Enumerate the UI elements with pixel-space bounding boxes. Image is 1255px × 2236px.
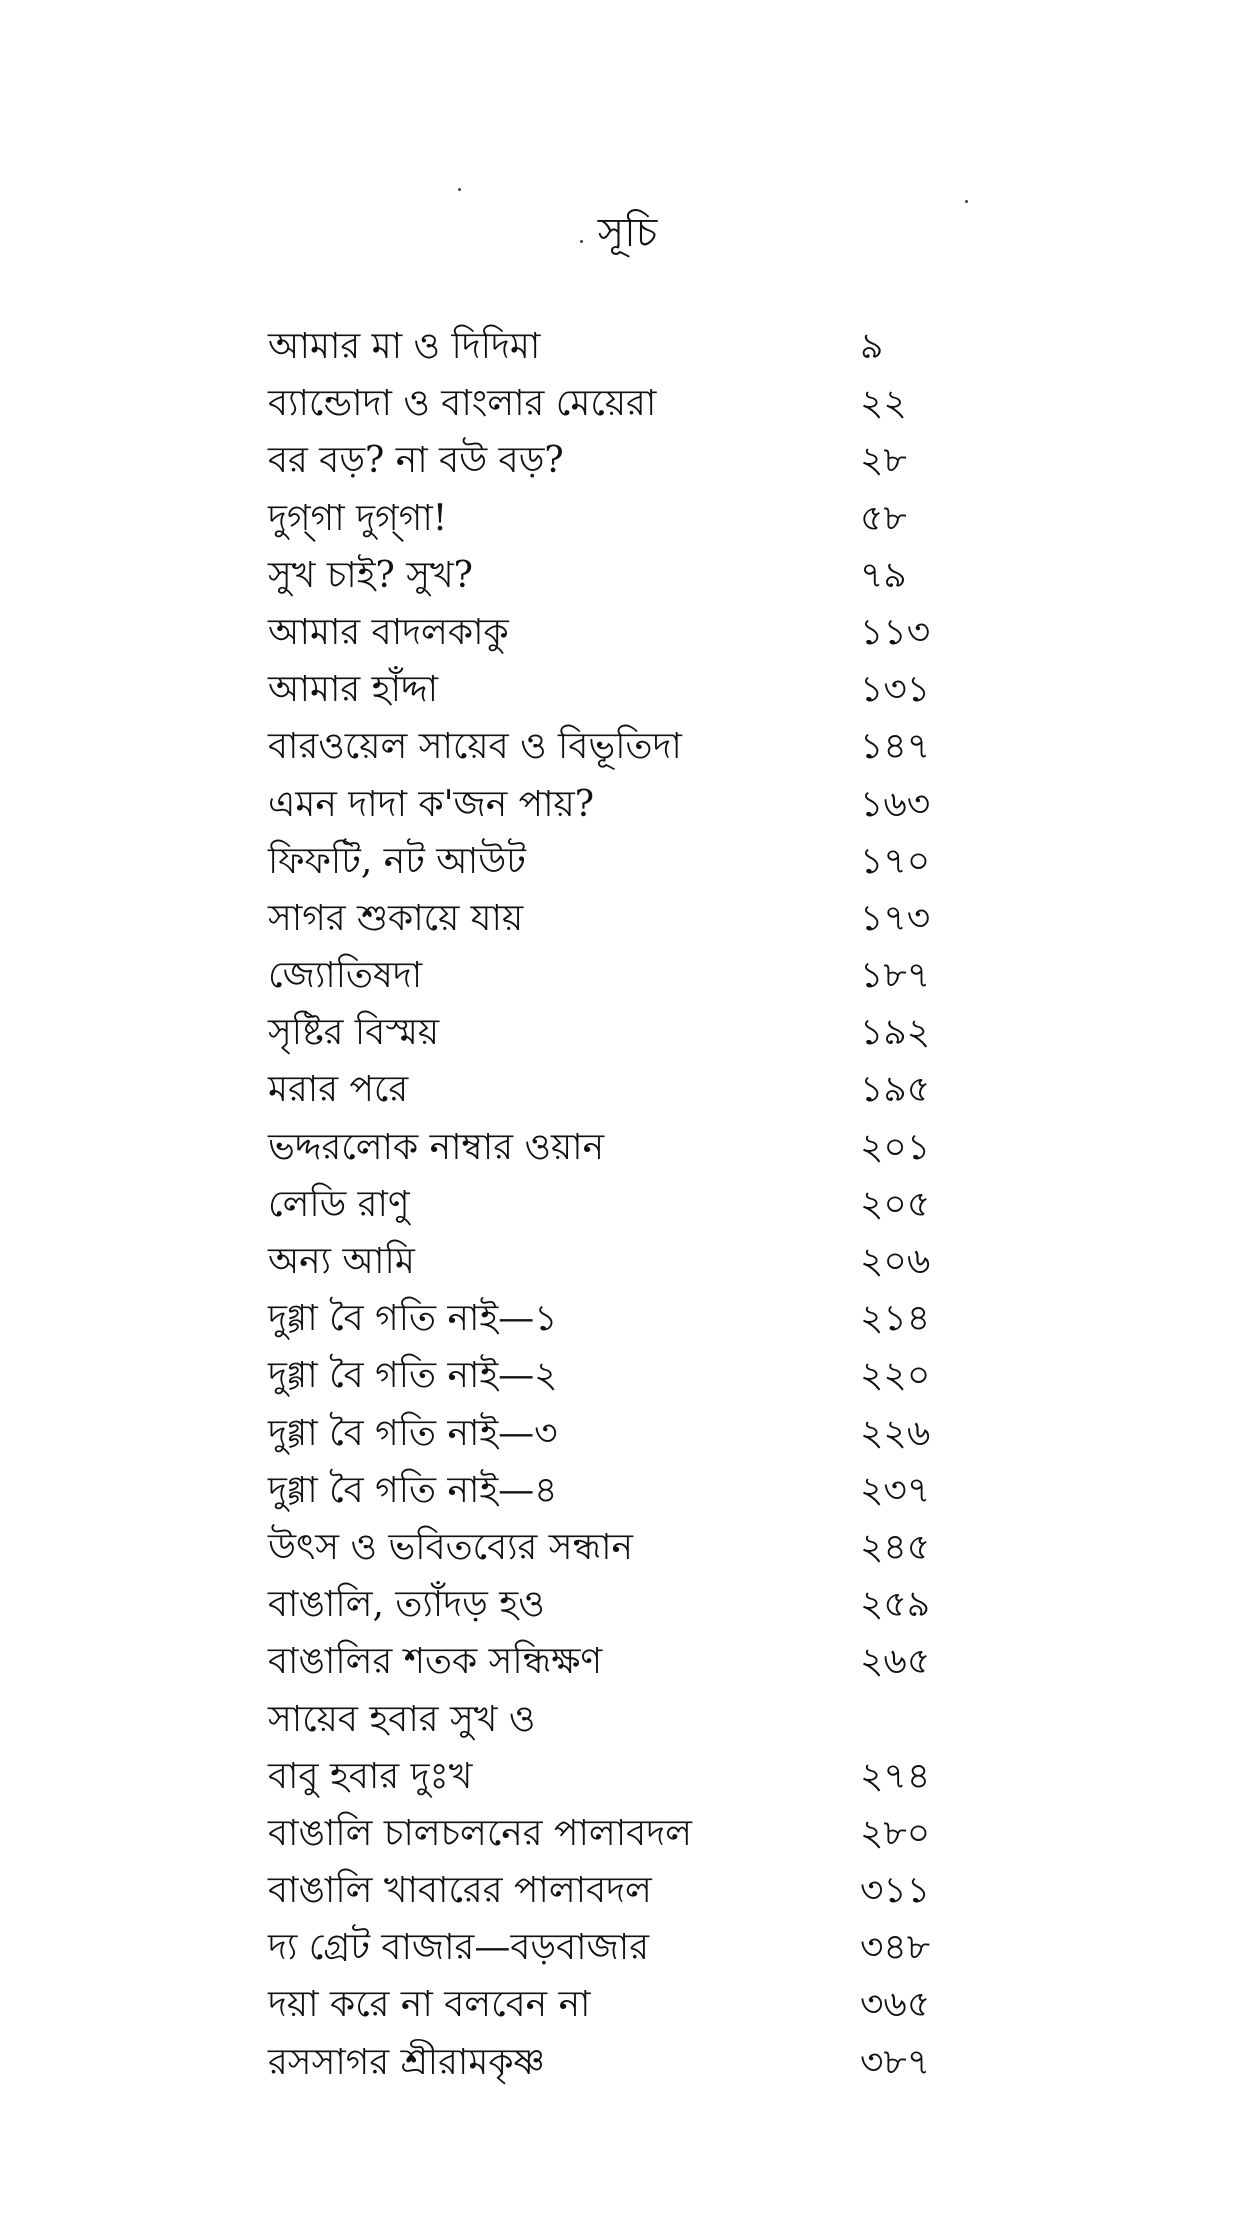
toc-entry xyxy=(268,1748,968,1805)
toc-entry-title: আমার বাদলকাকু xyxy=(268,611,509,653)
toc-entry-page-number: ১১৩ xyxy=(860,611,931,653)
toc-entry xyxy=(268,1119,968,1176)
print-speck xyxy=(458,188,461,191)
toc-entry xyxy=(268,490,968,547)
toc-entry-title: দুগ্গা বৈ গতি নাই—৪ xyxy=(268,1469,558,1511)
toc-entry-page-number: ৫৮ xyxy=(860,497,907,539)
toc-entry-page-number: ১৭০ xyxy=(860,840,931,882)
toc-entry-title: বর বড়? না বউ বড়? xyxy=(268,440,564,482)
toc-entry-page-number: ৯ xyxy=(860,326,884,367)
toc-entry-title: বাঙালি খাবারের পালাবদল xyxy=(268,1870,652,1912)
toc-entry-title: অন্য আমি xyxy=(268,1241,415,1282)
toc-entry-title: সাগর শুকায়ে যায় xyxy=(268,897,524,939)
toc-entry-title: বারওয়েল সায়েব ও বিভূতিদা xyxy=(268,726,682,768)
toc-entry-page-number: ১৬৩ xyxy=(860,783,931,825)
toc-entry xyxy=(268,661,968,718)
toc-entry xyxy=(268,776,968,833)
toc-entry-page-number: ১৭৩ xyxy=(860,897,931,939)
toc-entry-title: সৃষ্টির বিস্ময় xyxy=(268,1012,440,1054)
toc-entry-page-number: ২৪৫ xyxy=(860,1526,931,1568)
toc-entry xyxy=(268,547,968,604)
toc-entry-title: উৎস ও ভবিতব্যের সন্ধান xyxy=(268,1526,634,1568)
toc-entry xyxy=(268,1919,968,1976)
toc-entry xyxy=(268,432,968,489)
toc-entry-title: ফিফটি, নট আউট xyxy=(268,840,526,882)
toc-entry-title: দুগ্গা বৈ গতি নাই—৩ xyxy=(268,1412,558,1454)
toc-entry-page-number: ২৭৪ xyxy=(860,1755,931,1797)
toc-entry xyxy=(268,1633,968,1690)
toc-entry xyxy=(268,1405,968,1462)
toc-entry-title: মরার পরে xyxy=(268,1069,409,1111)
toc-entry xyxy=(268,1004,968,1061)
toc-entry-page-number: ১৩১ xyxy=(860,669,931,711)
toc-entry-page-number: ২৮০ xyxy=(860,1812,931,1854)
toc-entry xyxy=(268,1691,968,1748)
toc-entry xyxy=(268,1805,968,1862)
toc-entry xyxy=(268,1462,968,1519)
toc-entry-title: আমার মা ও দিদিমা xyxy=(268,326,541,367)
toc-entry-page-number: ২২৬ xyxy=(860,1412,931,1454)
toc-entry-page-number: ২৮ xyxy=(860,440,907,482)
toc-entry-page-number: ২৫৯ xyxy=(860,1584,931,1626)
toc-entry-title: বাঙালি, ত্যাঁদড় হও xyxy=(268,1584,545,1626)
toc-entry-title: লেডি রাণু xyxy=(268,1183,410,1225)
toc-entry-title: বাবু হবার দুঃখ xyxy=(268,1755,473,1797)
toc-entry-title: ব্যান্ডোদা ও বাংলার মেয়েরা xyxy=(268,383,657,425)
toc-entry xyxy=(268,890,968,947)
toc-entry xyxy=(268,718,968,775)
toc-entry-page-number: ২৬৫ xyxy=(860,1641,931,1683)
toc-entry xyxy=(268,1290,968,1347)
toc-entry xyxy=(268,1347,968,1404)
toc-entry xyxy=(268,1576,968,1633)
toc-entry xyxy=(268,318,968,375)
toc-entry-page-number: ২০১ xyxy=(860,1126,931,1168)
toc-entry-page-number: ২২ xyxy=(860,383,907,425)
toc-entry-title: দুগ্‌গা দুগ্‌গা! xyxy=(268,497,448,539)
toc-entry-title: সুখ চাই? সুখ? xyxy=(268,554,473,596)
toc-entry-page-number: ১৪৭ xyxy=(860,726,931,768)
toc-entry-page-number: ৩৬৫ xyxy=(860,1984,931,2026)
toc-entry xyxy=(268,833,968,890)
print-speck xyxy=(580,240,583,243)
toc-entry xyxy=(268,1176,968,1233)
toc-entry-page-number: ২০৫ xyxy=(860,1183,931,1225)
toc-entry-title: বাঙালি চালচলনের পালাবদল xyxy=(268,1812,692,1854)
toc-entry-title: জ্যোতিষদা xyxy=(268,955,423,997)
toc-entry-title: দয়া করে না বলবেন না xyxy=(268,1984,591,2026)
toc-entry-page-number: ৩৮৭ xyxy=(860,2041,931,2083)
toc-entry xyxy=(268,1233,968,1290)
toc-entry-page-number: ৩১১ xyxy=(860,1870,931,1912)
toc-entry-page-number: ১৯২ xyxy=(860,1012,931,1054)
toc-entry-page-number: ২২০ xyxy=(860,1355,931,1397)
toc-entry-title: রসসাগর শ্রীরামকৃষ্ণ xyxy=(268,2041,545,2083)
toc-entry-title: আমার হাঁদ্দা xyxy=(268,669,439,711)
toc-entry-title: দুগ্গা বৈ গতি নাই—২ xyxy=(268,1355,558,1397)
toc-entry xyxy=(268,1061,968,1118)
toc-entry-title: ভদ্দরলোক নাম্বার ওয়ান xyxy=(268,1126,605,1168)
print-speck xyxy=(965,200,968,203)
page-title: সূচি xyxy=(597,210,658,256)
toc-entry xyxy=(268,2034,968,2091)
toc-entry xyxy=(268,375,968,432)
toc-entry-page-number: ৭৯ xyxy=(860,554,907,596)
toc-entry-page-number: ২১৪ xyxy=(860,1298,931,1340)
toc-entry-page-number: ২০৬ xyxy=(860,1241,931,1282)
table-of-contents xyxy=(268,318,968,2091)
toc-entry-title: বাঙালির শতক সন্ধিক্ষণ xyxy=(268,1641,603,1683)
toc-entry xyxy=(268,604,968,661)
toc-entry xyxy=(268,947,968,1004)
toc-entry-page-number: ২৩৭ xyxy=(860,1469,931,1511)
toc-entry-page-number: ৩৪৮ xyxy=(860,1927,931,1969)
toc-entry xyxy=(268,1519,968,1576)
toc-entry xyxy=(268,1976,968,2033)
toc-entry-title: দুগ্গা বৈ গতি নাই—১ xyxy=(268,1298,558,1340)
toc-entry-title: দ্য গ্রেট বাজার—বড়বাজার xyxy=(268,1927,650,1969)
toc-entry-title: সায়েব হবার সুখ ও xyxy=(268,1698,536,1740)
toc-entry-page-number: ১৮৭ xyxy=(860,955,931,997)
toc-entry-page-number: ১৯৫ xyxy=(860,1069,931,1111)
toc-entry xyxy=(268,1862,968,1919)
toc-entry-title: এমন দাদা ক'জন পায়? xyxy=(268,783,595,825)
